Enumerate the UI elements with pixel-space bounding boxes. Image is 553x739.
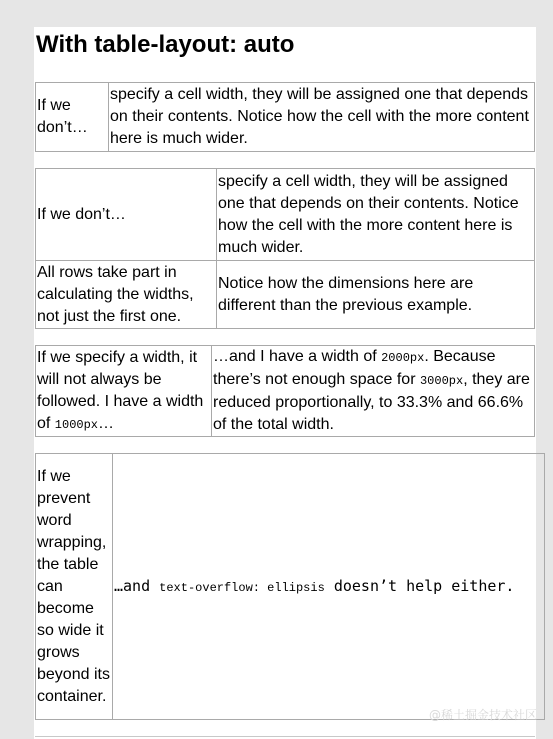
table-row	[36, 169, 535, 261]
table-row	[36, 346, 535, 437]
table-auto-example-2	[35, 168, 535, 329]
table-cell-short: If we don’t…	[36, 83, 109, 152]
watermark: @稀土掘金技术社区	[428, 708, 537, 722]
code-1000px: 1000px	[54, 417, 99, 432]
table-cell-ellipsis	[113, 454, 545, 720]
cell-text-suffix: doesn’t help either.	[324, 576, 515, 595]
table-cell-dimensions-note: Notice how the dimensions here are different than the previous example.	[217, 261, 535, 329]
cell-text-prefix: …and	[114, 576, 160, 595]
table-cell-2000px	[212, 346, 535, 437]
cell-text-suffix: , they are reduced proportionally, to 33.3% and 66.6% of the total width.	[213, 371, 530, 433]
code-text-overflow: text-overflow: ellipsis	[159, 580, 325, 595]
table-cell-1000px	[36, 346, 212, 437]
table-width-example	[35, 345, 535, 437]
table-row	[36, 261, 535, 329]
cell-text-suffix: …	[98, 414, 115, 432]
cell-text-prefix: …and I have a width of	[213, 348, 382, 365]
code-3000px: 3000px	[419, 374, 464, 388]
code-2000px: 2000px	[381, 351, 425, 365]
divider	[35, 736, 535, 737]
page-heading: With table-layout: auto	[36, 31, 295, 58]
table-row	[36, 454, 545, 720]
table-auto-example-1	[35, 82, 535, 152]
table-cell-long: specify a cell width, they will be assigned one that depends on their contents. Notice how the cell with the more content here is much wider.	[217, 169, 535, 261]
table-cell-long: specify a cell width, they will be assigned one that depends on their contents. Notice how the cell with the more content here is much wider.	[109, 83, 535, 152]
table-cell-nowrap-note: If we prevent word wrapping, the table can become so wide it grows beyond its container.	[36, 454, 113, 720]
cell-text: If we specify a width, it will not always be followed. I have a width of	[37, 348, 204, 432]
table-cell-rows-note: All rows take part in calculating the widths, not just the first one.	[36, 261, 217, 329]
table-row	[36, 83, 535, 152]
cell-text-middle: . Because there’s not enough space for	[213, 348, 496, 388]
table-cell-short: If we don’t…	[36, 169, 217, 261]
table-nowrap-example	[35, 453, 545, 720]
